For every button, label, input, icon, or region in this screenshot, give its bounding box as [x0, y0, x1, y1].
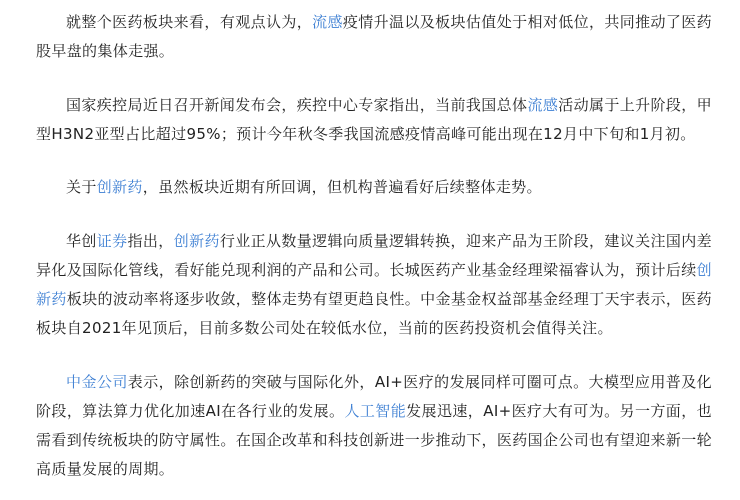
- paragraph-4-text-a: 华创: [66, 232, 97, 250]
- link-cicc[interactable]: 中金公司: [66, 373, 128, 391]
- link-innovative-drug-3[interactable]: 创新药: [36, 261, 712, 308]
- paragraph-3: [36, 173, 712, 202]
- paragraph-1-text-b: 疫情升温以及板块估值处于相对低位，共同推动了医药股早盘的集体走强。: [36, 13, 712, 60]
- link-flu-2[interactable]: 流感: [527, 96, 559, 114]
- paragraph-1-text-a: 就整个医药板块来看，有观点认为，: [66, 13, 313, 31]
- paragraph-2-text-b: 活动属于上升阶段，甲型H3N2亚型占比超过95%；预计今年秋冬季我国流感疫情高峰可能出现在12月中下旬和1月初。: [36, 96, 712, 143]
- paragraph-4: [36, 227, 712, 343]
- paragraph-3-text-a: 关于: [66, 178, 97, 196]
- paragraph-2-text-a: 国家疾控局近日召开新闻发布会，疾控中心专家指出，当前我国总体: [66, 96, 528, 114]
- link-flu[interactable]: 流感: [312, 13, 343, 31]
- paragraph-4-text-d: 板块的波动率将逐步收敛，整体走势有望更趋良性。中金基金权益部基金经理丁天宇表示，医药板块自2021年见顶后，目前多数公司处在较低水位，当前的医药投资机会值得关注。: [36, 290, 712, 337]
- paragraph-5: [36, 368, 712, 484]
- link-securities[interactable]: 证券: [96, 232, 128, 250]
- link-innovative-drug[interactable]: 创新药: [96, 178, 143, 196]
- paragraph-4-text-b: 指出，: [127, 232, 174, 250]
- paragraph-5-text-b: 发展迅速，AI+医疗大有可为。另一方面，也需看到传统板块的防守属性。在国企改革和科技创新进一步推动下，医药国企公司也有望迎来新一轮高质量发展的周期。: [36, 402, 712, 478]
- link-innovative-drug-2[interactable]: 创新药: [173, 232, 220, 250]
- paragraph-5-text-a: 表示，除创新药的突破与国际化外，AI+医疗的发展同样可圈可点。大模型应用普及化阶段，算法算力优化加速AI在各行业的发展。: [36, 373, 712, 420]
- link-artificial-intelligence[interactable]: 人工智能: [344, 402, 407, 420]
- paragraph-2: [36, 91, 712, 149]
- paragraph-1: [36, 8, 712, 66]
- paragraph-3-text-b: ，虽然板块近期有所回调，但机构普遍看好后续整体走势。: [142, 178, 542, 196]
- paragraph-4-text-c: 行业正从数量逻辑向质量逻辑转换，迎来产品为王阶段，建议关注国内差异化及国际化管线，看好能兑现利润的产品和公司。长城医药产业基金经理梁福睿认为，预计后续: [36, 232, 713, 279]
